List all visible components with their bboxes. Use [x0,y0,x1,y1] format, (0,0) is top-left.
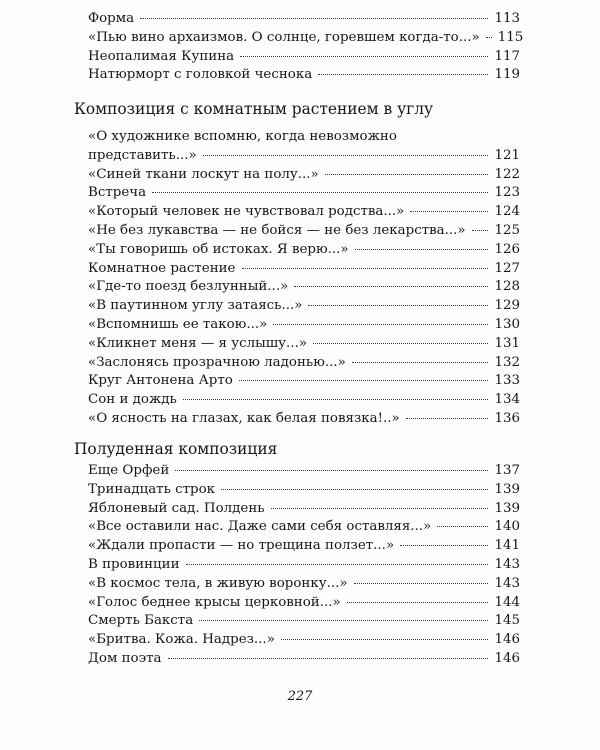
section-2-entries [74,462,520,669]
entry-page: 139 [494,500,520,516]
page-number: 227 [287,689,313,704]
toc-entry-line2 [74,147,520,166]
entry-title: «Все оставили нас. Даже сами себя оставляя...» [88,519,432,535]
dot-leader [240,56,488,57]
entry-page: 146 [494,632,520,648]
toc-entry [74,481,520,500]
section-title: Композиция с комнатным растением в углу [74,100,434,118]
entry-title: Форма [88,11,135,26]
entry-page: 146 [494,650,520,666]
entry-title: «Где-то поезд безлунный...» [88,279,289,295]
dot-leader [354,583,489,584]
toc-entry [74,241,520,260]
toc-entry [74,537,520,556]
entry-page: 137 [494,463,520,478]
dot-leader [355,249,489,250]
dot-leader [239,380,489,381]
entry-title: «Синей ткани лоскут на полу...» [88,166,319,182]
entry-page: 139 [494,481,520,497]
entry-page: 141 [494,538,520,554]
entry-page: 129 [494,298,520,314]
entry-title: В провинции [88,556,180,572]
dot-leader [294,286,488,287]
dot-leader [199,620,488,621]
toc-entry [74,556,520,575]
entry-page: 143 [494,575,520,591]
dot-leader [437,526,488,527]
entry-title: «Вспомнишь ее такою...» [88,316,268,332]
dot-leader [318,74,488,75]
entry-title: «В космос тела, в живую воронку...» [88,575,348,591]
entry-page: 145 [494,613,520,629]
entry-title: «Не без лукавства — не бойся — не без лекарства...» [88,222,466,238]
entry-page: 121 [494,147,520,163]
entry-title: «Пью вино архаизмов. О солнце, горевшем когда-то...» [88,29,480,45]
entry-page: 133 [494,373,520,389]
entry-title: Яблоневый сад. Полдень [88,500,265,516]
entry-title-continued: представить...» [88,147,197,163]
entry-page: 140 [494,519,520,535]
section-composition-houseplant [74,96,520,122]
toc-entry [74,66,520,85]
entry-title: «Кликнет меня — я услышу...» [88,335,308,351]
entry-title: «Ты говоришь об истоках. Я верю...» [88,241,349,257]
dot-leader [410,211,488,212]
dot-leader [152,192,488,193]
entry-title: «Который человек не чувствовал родства...» [88,204,405,220]
entry-page: 122 [494,166,520,182]
toc-entry [74,260,520,279]
toc-entry [74,316,520,335]
entry-title: «О художнике вспомню, когда невозможно [88,129,397,144]
dot-leader [183,399,489,400]
dot-leader [273,324,488,325]
entry-page: 124 [494,204,520,220]
toc-entry [74,462,520,481]
section-1-entries [74,128,520,429]
entry-title: «Ждали пропасти — но трещина ползет...» [88,538,395,554]
toc-entry [74,575,520,594]
entry-page: 132 [494,354,520,370]
toc-entry [74,354,520,373]
dot-leader [271,508,489,509]
toc-entry [74,631,520,650]
entry-page: 117 [494,48,520,64]
toc-entry [74,372,520,391]
section-title: Полуденная композиция [74,440,278,458]
entry-page: 131 [494,335,520,351]
toc-entry [74,278,520,297]
toc-entry [74,335,520,354]
entry-page: 113 [494,11,520,26]
dot-leader [347,602,489,603]
toc-entry [74,184,520,203]
toc-entry [74,297,520,316]
entry-title: «Заслонясь прозрачною ладонью...» [88,354,346,370]
entry-title: Сон и дождь [88,392,177,408]
toc-entry [74,203,520,222]
entry-title: «В паутинном углу затаясь...» [88,298,303,314]
entry-page: 115 [497,29,524,45]
dot-leader [175,470,488,471]
dot-leader [313,343,488,344]
entry-title: Натюрморт с головкой чеснока [88,67,313,83]
entry-page: 130 [494,316,520,332]
dot-leader [168,658,489,659]
dot-leader [352,362,489,363]
entry-page: 136 [494,410,520,426]
entry-page: 126 [494,241,520,257]
toc-top-block [74,10,524,85]
entry-page: 127 [494,260,520,276]
entry-title: Смерть Бакста [88,613,194,629]
toc-entry [74,48,520,67]
dot-leader [140,18,488,19]
entry-title: Круг Антонена Арто [88,373,233,389]
entry-page: 123 [494,185,520,201]
section-noon-composition [74,436,520,462]
dot-leader [203,155,489,156]
toc-entry [74,650,520,669]
toc-entry [74,410,520,429]
entry-title: Тринадцать строк [88,481,216,497]
toc-entry [74,612,520,631]
entry-page: 119 [494,67,520,83]
entry-page: 134 [494,392,520,408]
toc-entry [74,10,520,29]
entry-page: 128 [494,279,520,295]
toc-entry [74,518,520,537]
toc-entry [74,222,520,241]
dot-leader [486,37,492,38]
dot-leader [221,489,488,490]
toc-entry [74,391,520,410]
entry-title: «О ясность на глазах, как белая повязка!..» [88,410,400,426]
toc-entry [74,29,524,48]
entry-title: Дом поэта [88,650,162,666]
toc-entry [74,594,520,613]
dot-leader [281,639,489,640]
dot-leader [400,545,488,546]
toc-entry [74,500,520,519]
entry-page: 144 [494,594,520,610]
toc-entry-line1 [74,128,520,147]
dot-leader [308,305,488,306]
dot-leader [242,268,489,269]
entry-title: Встреча [88,185,147,201]
dot-leader [186,564,489,565]
entry-page: 143 [494,556,520,572]
dot-leader [325,174,489,175]
entry-page: 125 [494,222,520,238]
dot-leader [406,418,489,419]
entry-title: Комнатное растение [88,260,236,276]
toc-entry [74,166,520,185]
dot-leader [472,230,489,231]
entry-title: Неопалимая Купина [88,48,235,64]
entry-title: Еще Орфей [88,463,170,478]
entry-title: «Бритва. Кожа. Надрез...» [88,632,275,648]
entry-title: «Голос беднее крысы церковной...» [88,594,341,610]
